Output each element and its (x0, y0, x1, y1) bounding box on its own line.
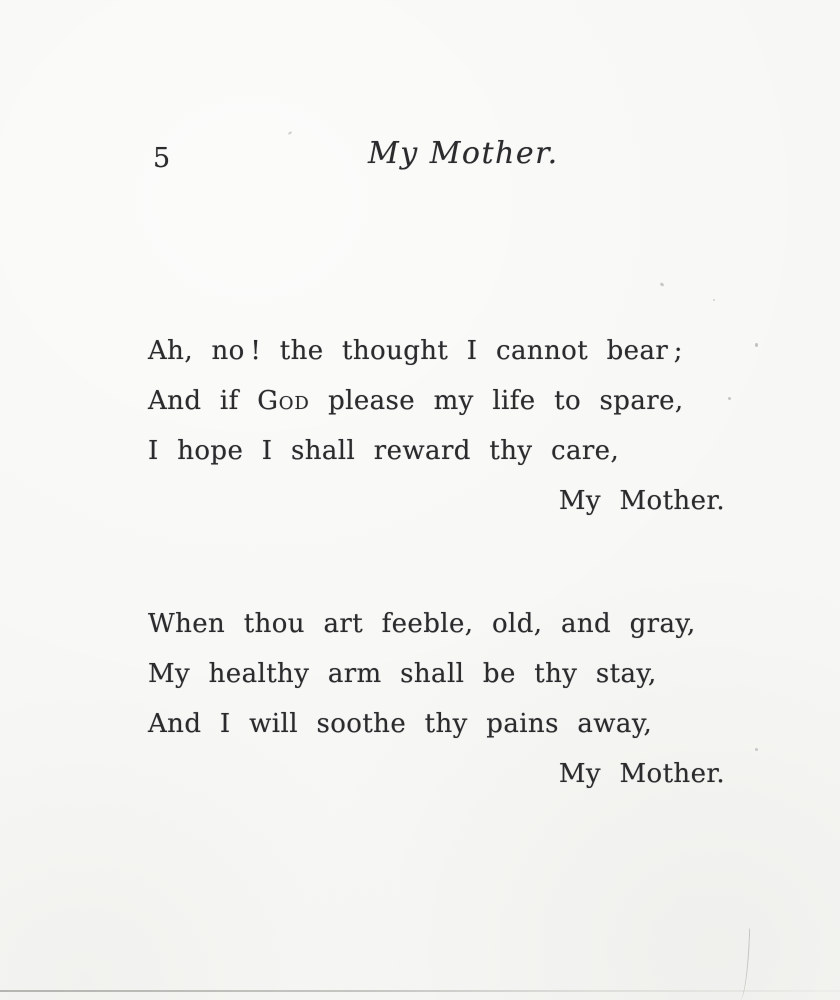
stanza-2 (148, 599, 725, 799)
scan-speck (660, 282, 665, 287)
refrain-line: My Mother. (558, 759, 725, 789)
poem-line: Ah, no ! the thought I cannot bear ; (148, 336, 683, 366)
scan-speck (713, 299, 715, 301)
poem-body (148, 326, 725, 799)
poem-line: When thou art feeble, old, and gray, (148, 609, 696, 639)
refrain-line: My Mother. (558, 486, 725, 516)
scan-speck (755, 343, 758, 347)
poem-line: And if God please my life to spare, (148, 386, 684, 416)
poem-line: My healthy arm shall be thy stay, (148, 659, 657, 689)
scan-speck (755, 748, 758, 751)
scan-speck (728, 397, 731, 400)
poem-line: And I will soothe thy pains away, (148, 709, 653, 739)
stanza-1 (148, 326, 725, 526)
scan-speck (288, 131, 292, 135)
running-title: My Mother. (368, 136, 559, 171)
poem-line: I hope I shall reward thy care, (148, 436, 620, 466)
page-number: 5 (153, 143, 171, 174)
small-caps-god: God (257, 386, 310, 416)
page-bottom-edge (0, 990, 840, 992)
